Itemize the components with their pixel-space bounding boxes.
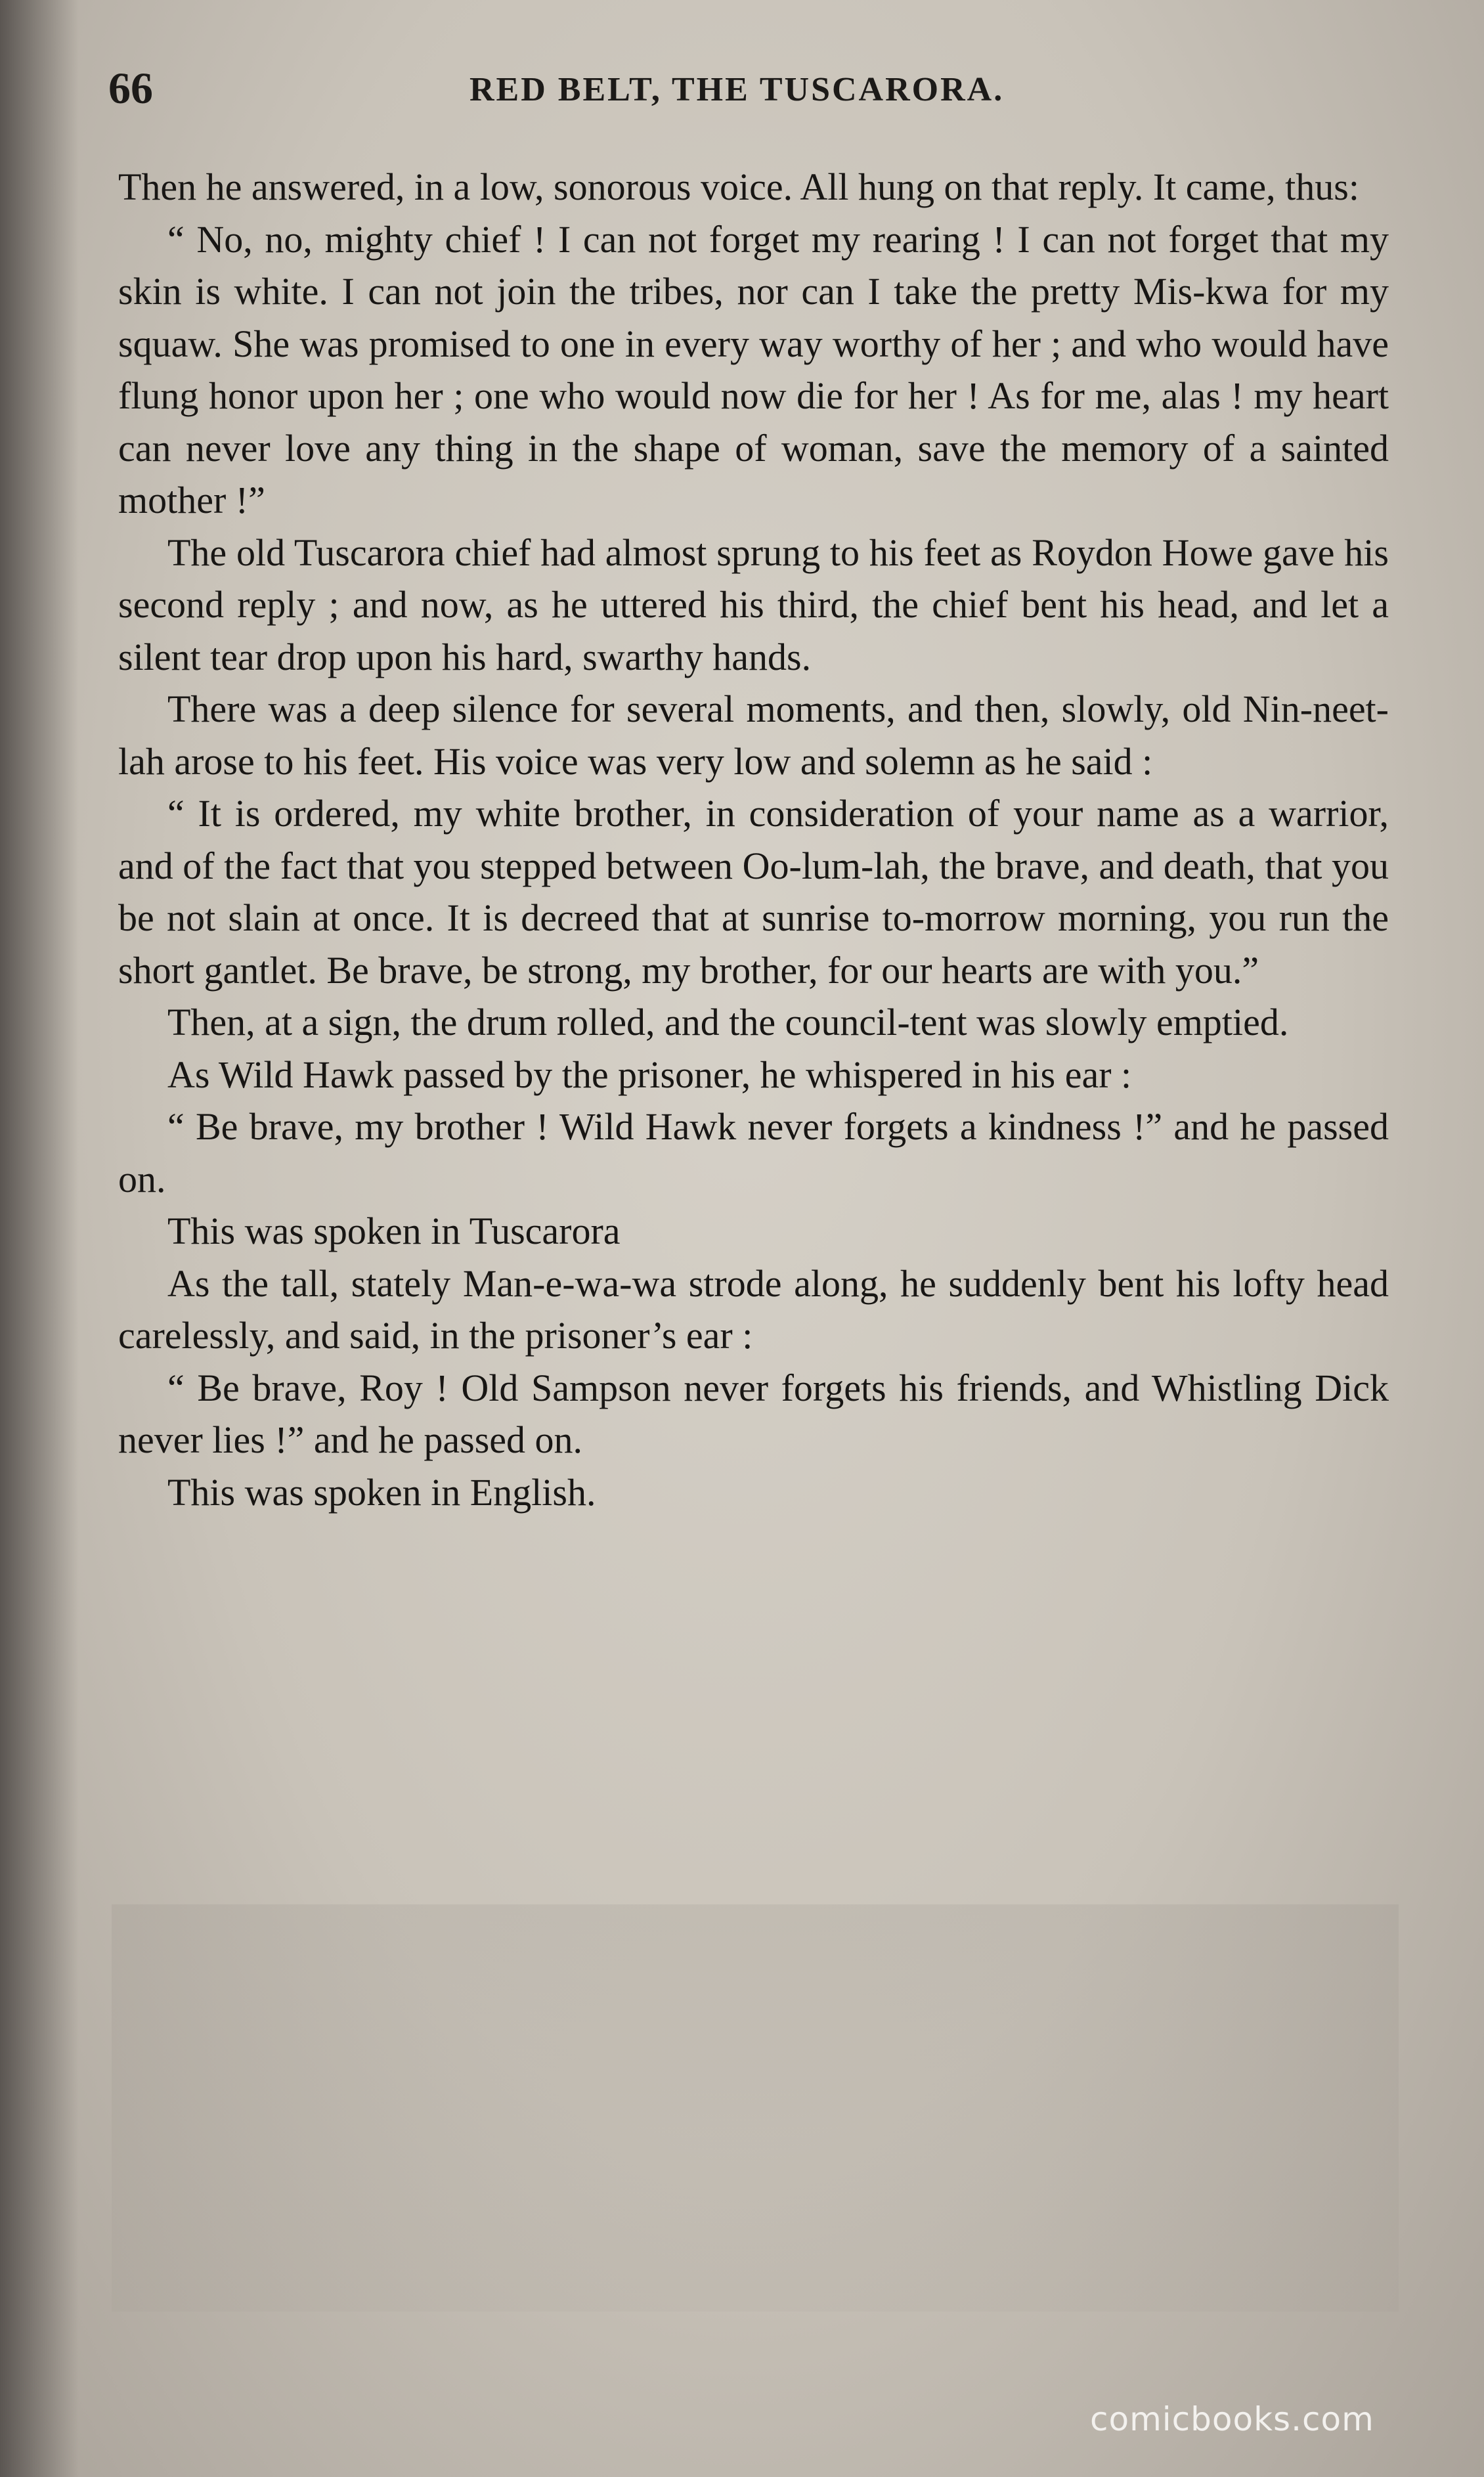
paragraph: “ It is ordered, my white brother, in consideration of your name as a warrior, and of the fact that you stepped between Oo-lum-lah, the brave, and death, that you be not slain at once. It is decreed that at sunrise to-morrow morning, you run the short gantlet. Be brave, be strong, my brother, for our hearts are with you.” bbox=[118, 792, 1389, 992]
paragraph: “ Be brave, Roy ! Old Sampson never forgets his friends, and Whistling Dick never lies !” and he passed on. bbox=[118, 1366, 1389, 1461]
paragraph: Then he answered, in a low, sonorous voice. All hung on that reply. It came, thus: bbox=[118, 165, 1359, 208]
body-text bbox=[118, 161, 1389, 1518]
paragraph: This was spoken in Tuscarora bbox=[167, 1210, 621, 1252]
book-title: RED BELT, THE TUSCARORA. bbox=[469, 71, 1005, 108]
page-number: 66 bbox=[108, 63, 153, 113]
paragraph: “ Be brave, my brother ! Wild Hawk never forgets a kindness !” and he passed on. bbox=[118, 1105, 1389, 1200]
running-head bbox=[102, 62, 1389, 121]
paragraph: This was spoken in English. bbox=[167, 1470, 596, 1514]
paragraph: “ No, no, mighty chief ! I can not forget my rearing ! I can not forget that my skin is white. I can not join the tribes, nor can I take the pretty Mis-kwa for my squaw. She was promised to one in every way worthy of her ; and who would have flung honor upon her ; one who would now die for her ! As for me, alas ! my heart can never love any thing in the shape of woman, save the memory of a sainted mother !” bbox=[118, 217, 1389, 521]
paragraph: There was a deep silence for several moments, and then, slowly, old Nin-neet-lah arose to his feet. His voice was very low and solemn as he said : bbox=[118, 688, 1389, 783]
paragraph: As the tall, stately Man-e-wa-wa strode along, he suddenly bent his lofty head carelessly, and said, in the prisoner’s ear : bbox=[118, 1261, 1389, 1357]
paragraph: Then, at a sign, the drum rolled, and the council-tent was slowly emptied. bbox=[167, 1001, 1289, 1043]
paragraph: The old Tuscarora chief had almost sprung to his feet as Roydon Howe gave his second reply ; and now, as he uttered his third, the chief bent his head, and let a silent tear drop upon his hard, swarthy hands. bbox=[118, 531, 1389, 678]
page-gutter-shadow bbox=[0, 0, 79, 2477]
show-through-area bbox=[112, 1904, 1399, 2312]
watermark: comicbooks.com bbox=[1090, 2400, 1374, 2438]
paragraph: As Wild Hawk passed by the prisoner, he whispered in his ear : bbox=[167, 1053, 1132, 1096]
